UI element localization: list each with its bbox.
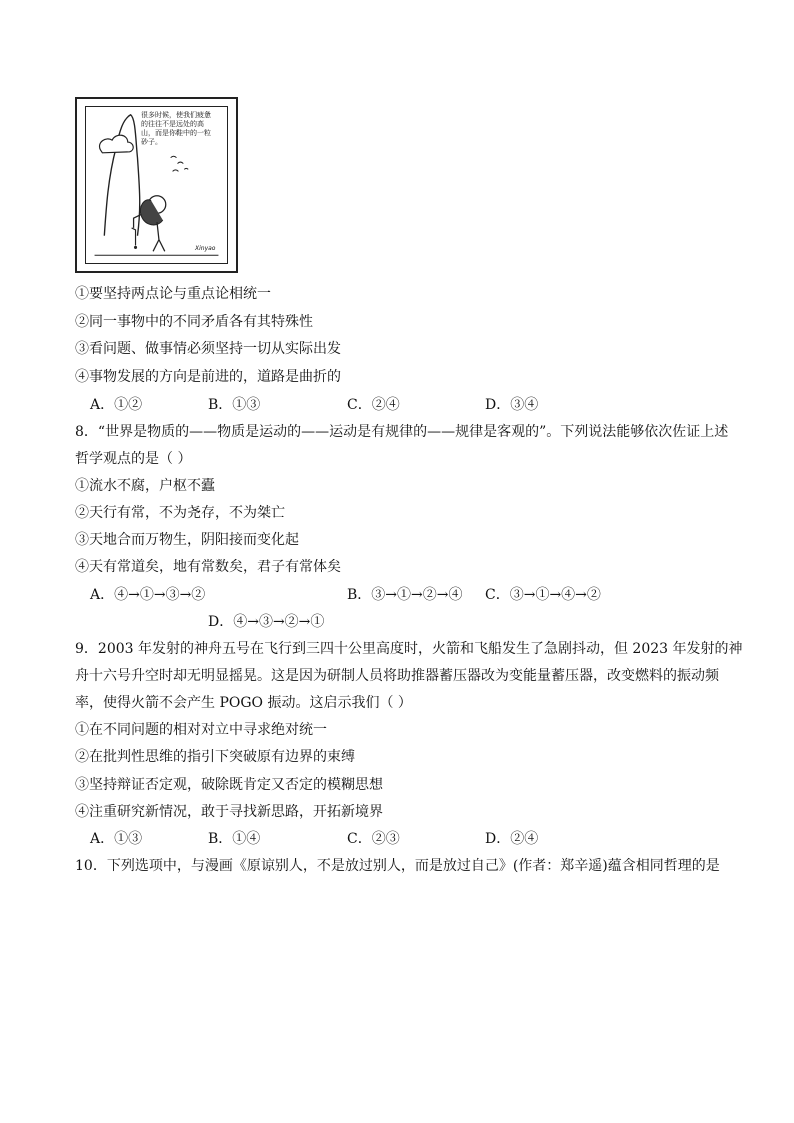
- q8-item-4: ④天有常道矣，地有常数矣，君子有常体矣: [75, 559, 341, 575]
- q9-item-4: ④注重研究新情况，敢于寻找新思路，开拓新境界: [75, 804, 383, 820]
- q7-item-1: ①要坚持两点论与重点论相统一: [75, 286, 271, 302]
- q9-option-d[interactable]: D．②④: [485, 831, 539, 847]
- q9-option-c[interactable]: C．②③: [347, 831, 400, 847]
- cartoon-caption: 很多时候，使我们疲惫的往往不是远处的高山，而是你鞋中的一粒砂子。: [141, 111, 211, 146]
- q8-item-3: ③天地合而万物生，阴阳接而变化起: [75, 532, 299, 548]
- q8-option-d[interactable]: D．④→③→②→①: [208, 614, 325, 630]
- q9-stem-line-1: 9．2003 年发射的神舟五号在飞行到三四十公里高度时，火箭和飞船发生了急剧抖动，但 2023 年发射的神: [75, 641, 743, 657]
- q7-item-3: ③看问题、做事情必须坚持一切从实际出发: [75, 341, 341, 357]
- cartoon-signature: Xinyao: [195, 245, 216, 252]
- q7-option-d[interactable]: D．③④: [485, 397, 539, 413]
- q10-stem-line-1: 10．下列选项中，与漫画《原谅别人，不是放过别人，而是放过自己》(作者：郑辛遥)蕴含相同哲理的是: [75, 858, 720, 874]
- q8-item-1: ①流水不腐，户枢不蠹: [75, 478, 215, 494]
- q8-stem-line-2: 哲学观点的是（ ）: [75, 451, 192, 467]
- q9-item-3: ③坚持辩证否定观，破除既肯定又否定的模糊思想: [75, 777, 383, 793]
- q8-option-c[interactable]: C．③→①→④→②: [485, 587, 601, 603]
- q8-stem-line-1: 8．“世界是物质的——物质是运动的——运动是有规律的——规律是客观的”。下列说法能够依次佐证上述: [75, 424, 729, 440]
- q7-item-4: ④事物发展的方向是前进的，道路是曲折的: [75, 369, 341, 385]
- cartoon-image: [75, 97, 238, 273]
- q8-item-2: ②天行有常，不为尧存，不为桀亡: [75, 505, 285, 521]
- q7-item-2: ②同一事物中的不同矛盾各有其特殊性: [75, 314, 313, 330]
- q7-option-c[interactable]: C．②④: [347, 397, 400, 413]
- q9-option-b[interactable]: B．①④: [208, 831, 261, 847]
- q7-option-a[interactable]: A．①②: [90, 397, 143, 413]
- q7-option-b[interactable]: B．①③: [208, 397, 261, 413]
- q9-stem-line-2: 舟十六号升空时却无明显摇晃。这是因为研制人员将助推器蓄压器改为变能量蓄压器，改变燃料的振动频: [75, 668, 719, 684]
- q9-option-a[interactable]: A．①③: [90, 831, 143, 847]
- q8-option-b[interactable]: B．③→①→②→④: [347, 587, 463, 603]
- q9-item-1: ①在不同问题的相对对立中寻求绝对统一: [75, 722, 327, 738]
- q9-stem-line-3: 率，使得火箭不会产生 POGO 振动。这启示我们（ ）: [75, 695, 412, 711]
- q9-item-2: ②在批判性思维的指引下突破原有边界的束缚: [75, 749, 355, 765]
- q8-option-a[interactable]: A．④→①→③→②: [90, 587, 206, 603]
